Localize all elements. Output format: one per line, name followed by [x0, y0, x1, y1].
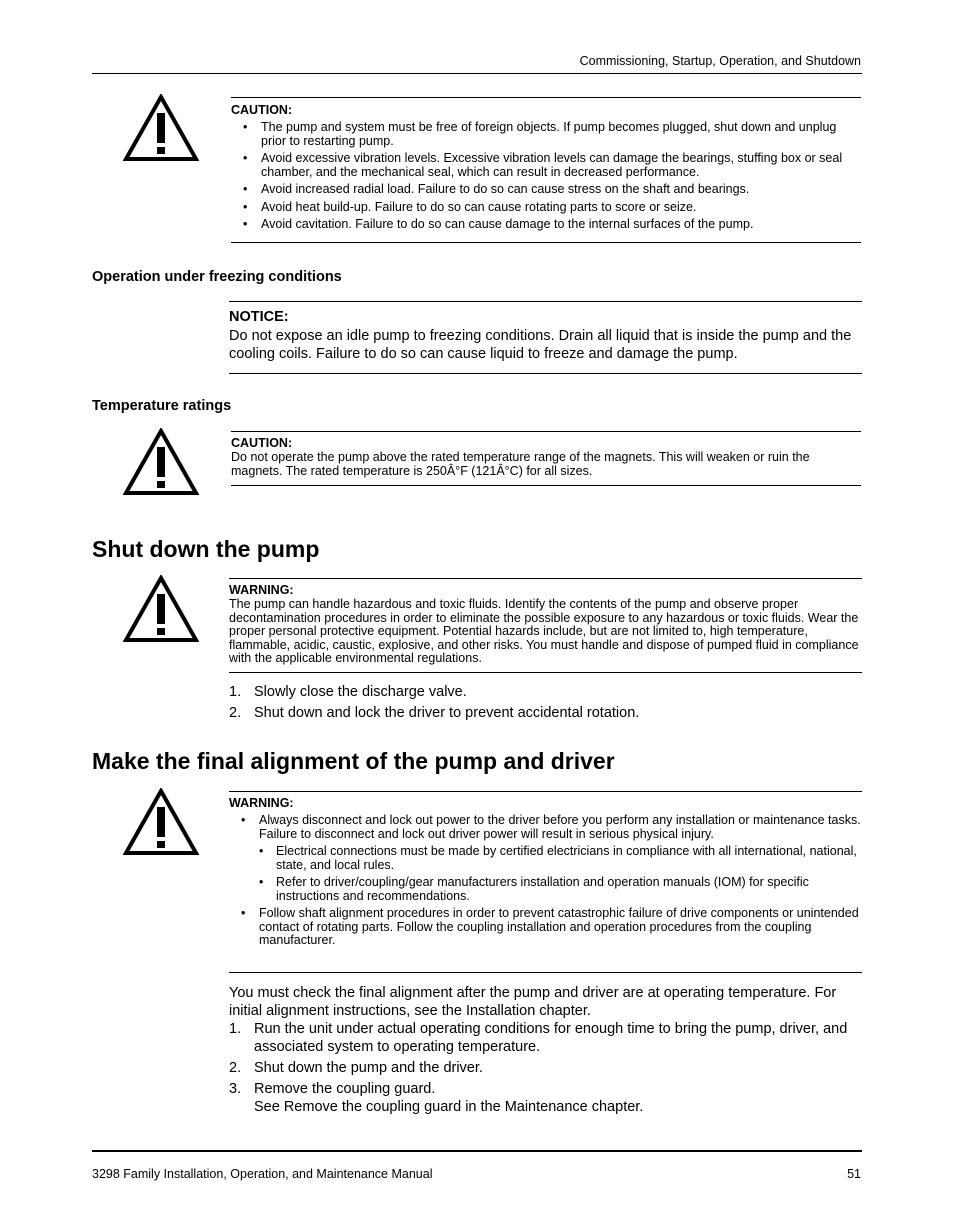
section-heading-freezing: Operation under freezing conditions: [92, 269, 342, 285]
notice-text: Do not expose an idle pump to freezing conditions. Drain all liquid that is inside the pump and the cooling coils. Failure to do so can cause liquid to freeze and damage the pump.: [229, 328, 852, 362]
alignment-intro: You must check the final alignment after the pump and driver are at operating temperature. For initial alignment instructions, see the Installation chapter.: [229, 985, 837, 1019]
step-item: 1. Run the unit under actual operating conditions for enough time to bring the pump, driver, and associated system to operating temperature.: [229, 1021, 848, 1055]
alignment-steps: [229, 1020, 862, 1119]
notice-box: [229, 301, 862, 374]
list-item: • Follow shaft alignment procedures in order to prevent catastrophic failure of drive components or unintended contact of rotating parts. Follow the coupling installation and operation procedures from the coupling manufacturer.: [229, 907, 862, 948]
section-heading-temperature: Temperature ratings: [92, 398, 232, 414]
list-item: • The pump and system must be free of foreign objects. If pump becomes plugged, shut down and unplug prior to restarting pump.: [231, 121, 861, 148]
warning-triangle-icon: [123, 94, 199, 162]
warning-text: The pump can handle hazardous and toxic fluids. Identify the contents of the pump and observe proper decontamination procedures in order to eliminate the possible exposure to any hazardous or toxic fluids. Wear the proper personal protective equipment. Potential hazards include, but are not limited to, high temperature, flammable, acidic, caustic, explosive, and other risks. You must handle and dispose of pumped fluid in compliance with the applicable environmental regulations.: [229, 597, 859, 665]
step-item: 1. Slowly close the discharge valve.: [229, 684, 467, 700]
caution-label: CAUTION:: [231, 103, 293, 117]
warning-box-power: [229, 791, 862, 973]
footer-manual-title: 3298 Family Installation, Operation, and Maintenance Manual: [92, 1167, 433, 1181]
warning-triangle-icon: [123, 428, 199, 496]
caution-box-foreign-objects: [231, 97, 861, 243]
section-title-shutdown: Shut down the pump: [92, 536, 320, 562]
warning-sublist: [259, 845, 862, 903]
section-title-alignment: Make the final alignment of the pump and driver: [92, 748, 615, 774]
caution-text: Do not operate the pump above the rated temperature range of the magnets. This will weaken or ruin the magnets. The rated temperature is 250Â°F (121Â°C) for all sizes.: [231, 450, 810, 478]
caution-box-temperature: [231, 431, 861, 486]
shutdown-steps: [229, 683, 862, 725]
list-item: • Avoid heat build-up. Failure to do so can cause rotating parts to score or seize.: [231, 201, 861, 215]
list-item: • Electrical connections must be made by certified electricians in compliance with all international, national, state, and local rules.: [259, 845, 862, 872]
running-header: Commissioning, Startup, Operation, and Shutdown: [579, 54, 861, 68]
notice-label: NOTICE:: [229, 309, 289, 325]
warning-label: WARNING:: [229, 583, 294, 597]
list-item: • Avoid increased radial load. Failure to do so can cause stress on the shaft and bearings.: [231, 183, 861, 197]
warning-label: WARNING:: [229, 796, 294, 810]
warning-triangle-icon: [123, 575, 199, 643]
step-item: 2. Shut down and lock the driver to prevent accidental rotation.: [229, 705, 640, 721]
caution-list: [231, 121, 861, 232]
step-item: 3. Remove the coupling guard. See Remove the coupling guard in the Maintenance chapter.: [229, 1081, 644, 1115]
caution-label: CAUTION:: [231, 436, 293, 450]
warning-list: [229, 814, 862, 948]
step-item: 2. Shut down the pump and the driver.: [229, 1060, 483, 1076]
list-item: • Refer to driver/coupling/gear manufacturers installation and operation manuals (IOM) for specific instructions and recommendations.: [259, 876, 862, 903]
warning-triangle-icon: [123, 788, 199, 856]
list-item: • Always disconnect and lock out power to the driver before you perform any installation or maintenance tasks. Failure to disconnect and lock out driver power will result in serious physical injury. • Electrical connections must be made by certified electricians in compliance with all international, national, state, and local rules. • Refer to driver/coupling/gear manufacturers installation and operation manuals (IOM) for specific instructions and recommendations.: [229, 814, 862, 903]
footer-rule: [92, 1150, 862, 1152]
step-note: See Remove the coupling guard in the Maintenance chapter.: [254, 1099, 644, 1115]
page-number: 51: [847, 1167, 861, 1181]
list-item: • Avoid cavitation. Failure to do so can cause damage to the internal surfaces of the pump.: [231, 218, 861, 232]
header-rule: [92, 73, 862, 74]
list-item: • Avoid excessive vibration levels. Excessive vibration levels can damage the bearings, stuffing box or seal chamber, and the mechanical seal, which can result in decreased performance.: [231, 152, 861, 179]
warning-box-hazardous: [229, 578, 862, 673]
